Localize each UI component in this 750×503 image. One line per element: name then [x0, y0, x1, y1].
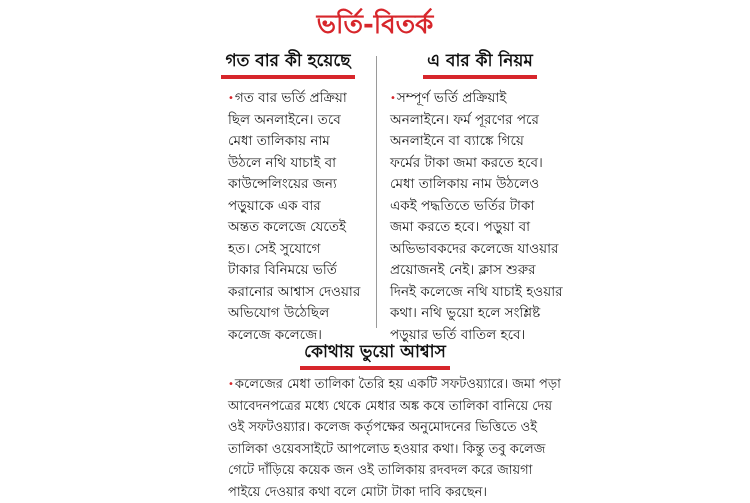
column-divider	[376, 56, 377, 328]
page-title: ভর্তি-বিতর্ক	[0, 8, 750, 42]
text-line: মেধা তালিকায় নাম	[228, 131, 360, 153]
text-line: ওই সফটওয়্যার। কলেজ কর্তৃপক্ষের অনুমোদনের ভিত্তিতে ওই	[228, 417, 561, 439]
bottom-heading: কোথায় ভুয়ো আশ্বাস	[300, 341, 450, 370]
text-line: অনলাইনে বা ব্যাঙ্কে গিয়ে	[390, 131, 563, 153]
text-line: দিনই কলেজে নথি যাচাই হওয়ার	[390, 282, 563, 304]
text-line: প্রয়োজনই নেই। ক্লাস শুরুর	[390, 260, 563, 282]
text-line: অভিভাবকদের কলেজে যাওয়ার	[390, 239, 563, 261]
text-line: ছিল অনলাইনে। তবে	[228, 110, 360, 132]
text-line: পাইয়ে দেওয়ার কথা বলে মোটা টাকা দাবি করছেন।	[228, 482, 561, 503]
left-column-text	[228, 88, 360, 346]
text-line: করানোর আশ্বাস দেওয়ার	[228, 282, 360, 304]
text-line: •সম্পূর্ণ ভর্তি প্রক্রিয়াই	[390, 88, 563, 110]
text-line: হত। সেই সুযোগে	[228, 239, 360, 261]
text-line: টাকার বিনিময়ে ভর্তি	[228, 260, 360, 282]
text-line: •কলেজের মেধা তালিকা তৈরি হয় একটি সফটওয়্যারে। জমা পড়া	[228, 374, 561, 396]
right-heading-wrap	[380, 50, 580, 79]
bottom-heading-wrap	[0, 341, 750, 370]
text-line: একই পদ্ধতিতে ভর্তির টাকা	[390, 196, 563, 218]
bottom-section-text	[228, 374, 561, 503]
text-line: তালিকা ওয়েবসাইটে আপলোড হওয়ার কথা। কিন্তু তবু কলেজ	[228, 439, 561, 461]
text-line: জমা করতে হবে। পড়ুয়া বা	[390, 217, 563, 239]
text-line: ফর্মের টাকা জমা করতে হবে।	[390, 153, 563, 175]
text-line: কাউন্সেলিংয়ের জন্য	[228, 174, 360, 196]
text-line: পড়ুয়াকে এক বার	[228, 196, 360, 218]
text-line: উঠলে নথি যাচাই বা	[228, 153, 360, 175]
text-line: অন্তত কলেজে যেতেই	[228, 217, 360, 239]
text-line: গেটে দাঁড়িয়ে কয়েক জন ওই তালিকায় রদবদল করে জায়গা	[228, 460, 561, 482]
text-line: কলেজে কলেজে।	[228, 325, 360, 347]
bullet-icon: •	[228, 379, 234, 390]
text-line: •গত বার ভর্তি প্রক্রিয়া	[228, 88, 360, 110]
bullet-icon: •	[228, 93, 234, 104]
text-line: মেধা তালিকায় নাম উঠলেও	[390, 174, 563, 196]
text-line: আবেদনপত্রের মধ্যে থেকে মেধার অঙ্ক কষে তালিকা বানিয়ে দেয়	[228, 396, 561, 418]
text-line: অভিযোগ উঠেছিল	[228, 303, 360, 325]
left-heading: গত বার কী হয়েছে	[221, 50, 354, 79]
bullet-icon: •	[390, 93, 396, 104]
right-heading: এ বার কী নিয়ম	[423, 50, 537, 79]
right-column-text	[390, 88, 563, 346]
text-line: কথা। নথি ভুয়ো হলে সংশ্লিষ্ট	[390, 303, 563, 325]
text-line: পড়ুয়ার ভর্তি বাতিল হবে।	[390, 325, 563, 347]
left-heading-wrap	[200, 50, 376, 79]
text-line: অনলাইনে। ফর্ম পূরণের পরে	[390, 110, 563, 132]
